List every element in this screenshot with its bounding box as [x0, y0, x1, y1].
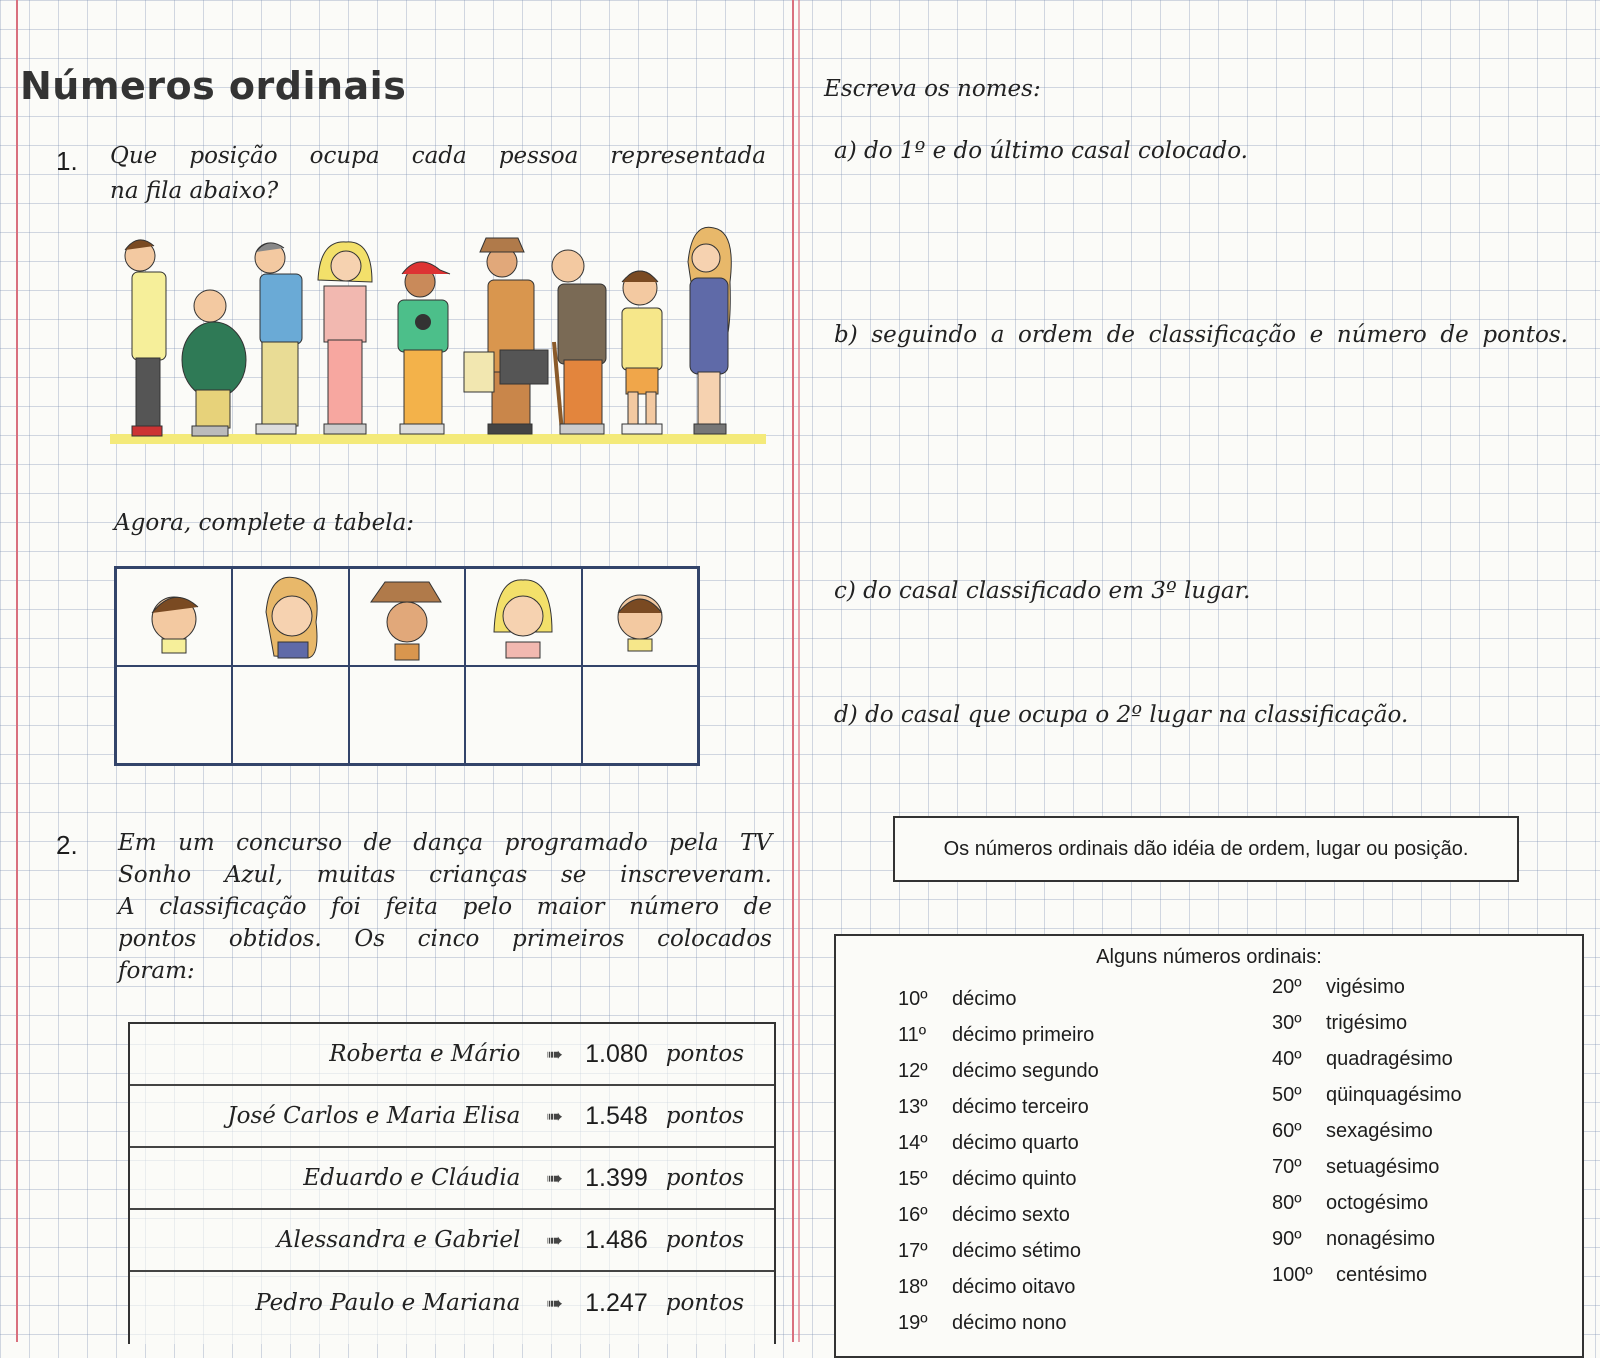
ordinal-row	[1272, 1012, 1462, 1048]
question-2-number: 2.	[56, 830, 78, 860]
ordinal-row	[898, 1240, 1099, 1276]
ordinal-number: 17º	[898, 1240, 928, 1262]
ordinal-row	[898, 1204, 1099, 1240]
answer-cell-4[interactable]	[465, 666, 581, 764]
ordinal-row	[1272, 976, 1462, 1012]
ordinal-word: vigésimo	[1326, 976, 1405, 998]
answer-cell-1[interactable]	[116, 666, 232, 764]
ordinal-row	[898, 1168, 1099, 1204]
face-young-man	[116, 568, 232, 666]
couple-names: Eduardo e Cláudia	[303, 1165, 521, 1191]
item-a: a) do 1º e do último casal colocado.	[834, 138, 1248, 164]
points-value: 1.399	[585, 1163, 648, 1192]
ordinal-number: 40º	[1272, 1048, 1302, 1070]
question-1-line-1: Que posição ocupa cada pessoa representada	[110, 143, 766, 169]
page-title: Números ordinais	[20, 64, 407, 108]
ordinal-word: décimo	[952, 988, 1017, 1010]
face-man-hat	[349, 568, 465, 666]
question-2-line-2: Sonho Azul, muitas crianças se inscreveram.	[118, 862, 772, 888]
points-unit: pontos	[665, 1227, 744, 1253]
ordinal-number: 14º	[898, 1132, 928, 1154]
ordinals-header: Alguns números ordinais:	[1096, 946, 1322, 968]
question-2-line-3: A classificação foi feita pelo maior número de	[118, 894, 772, 920]
person-5-boy-cap	[398, 262, 450, 434]
couple-names: Alessandra e Gabriel	[276, 1227, 521, 1253]
ordinal-row	[898, 1096, 1099, 1132]
arrow-icon: ➠	[546, 1291, 564, 1315]
points-unit: pontos	[665, 1290, 744, 1316]
people-in-line-image	[110, 222, 766, 450]
face-blond-girl	[465, 568, 581, 666]
points-unit: pontos	[665, 1103, 744, 1129]
answer-cell-2[interactable]	[232, 666, 348, 764]
person-7-old-man-cane	[552, 250, 606, 434]
ordinal-word: setuagésimo	[1326, 1156, 1440, 1178]
names-instruction: Escreva os nomes:	[824, 76, 1041, 102]
ordinal-number: 80º	[1272, 1192, 1302, 1214]
couple-names: José Carlos e Maria Elisa	[227, 1103, 521, 1129]
ordinal-word: décimo quinto	[952, 1168, 1077, 1190]
ordinal-row	[1272, 1084, 1462, 1120]
ordinal-number: 10º	[898, 988, 928, 1010]
ordinal-word: décimo sexto	[952, 1204, 1070, 1226]
ordinal-word: décimo quarto	[952, 1132, 1079, 1154]
points-value: 1.080	[585, 1039, 648, 1068]
ordinal-word: centésimo	[1336, 1264, 1428, 1286]
question-1-line-2: na fila abaixo?	[110, 178, 279, 204]
question-2-line-1: Em um concurso de dança programado pela TV	[118, 830, 772, 856]
ordinal-word: décimo sétimo	[952, 1240, 1081, 1262]
definition-box: Os números ordinais dão idéia de ordem, lugar ou posição.	[893, 816, 1519, 882]
ordinal-word: sexagésimo	[1326, 1120, 1433, 1142]
score-row	[130, 1024, 774, 1086]
ordinal-number: 16º	[898, 1204, 928, 1226]
arrow-icon: ➠	[546, 1228, 564, 1252]
ordinals-column-1	[898, 988, 1099, 1348]
ordinal-row	[1272, 1192, 1462, 1228]
ordinal-word: décimo segundo	[952, 1060, 1099, 1082]
queue-illustration	[110, 222, 766, 450]
ordinal-number: 11º	[898, 1024, 927, 1046]
ordinal-row	[1272, 1228, 1462, 1264]
ordinal-row	[1272, 1264, 1462, 1300]
ordinal-number: 30º	[1272, 1012, 1302, 1034]
ordinals-box	[834, 934, 1584, 1358]
ordinal-number: 12º	[898, 1060, 928, 1082]
person-8-boy-shorts	[622, 271, 662, 434]
face-woman	[232, 568, 348, 666]
ordinal-word: décimo oitavo	[952, 1276, 1076, 1298]
ordinal-row	[1272, 1156, 1462, 1192]
points-unit: pontos	[665, 1165, 744, 1191]
ordinal-number: 90º	[1272, 1228, 1302, 1250]
position-table	[114, 566, 700, 766]
person-6-man-hat	[464, 238, 548, 434]
answer-cell-5[interactable]	[582, 666, 698, 764]
ordinal-number: 15º	[898, 1168, 928, 1190]
ordinal-number: 50º	[1272, 1084, 1302, 1106]
item-d: d) do casal que ocupa o 2º lugar na classificação.	[834, 702, 1409, 728]
question-2-line-5: foram:	[118, 958, 195, 984]
ordinal-word: décimo primeiro	[952, 1024, 1095, 1046]
person-3-man-glasses	[255, 243, 302, 434]
ordinal-number: 70º	[1272, 1156, 1302, 1178]
question-1-number: 1.	[56, 146, 78, 176]
ordinal-row	[898, 1276, 1099, 1312]
scores-box	[128, 1022, 776, 1344]
arrow-icon: ➠	[546, 1104, 564, 1128]
person-9-woman	[688, 227, 731, 434]
ordinal-row	[898, 1312, 1099, 1348]
ordinal-number: 18º	[898, 1276, 928, 1298]
ordinal-number: 100º	[1272, 1264, 1313, 1286]
ordinal-number: 60º	[1272, 1120, 1302, 1142]
person-2-heavy-man	[182, 290, 246, 436]
arrow-icon: ➠	[546, 1042, 564, 1066]
ordinal-word: quadragésimo	[1326, 1048, 1453, 1070]
ordinals-column-2	[1272, 976, 1462, 1300]
score-row	[130, 1210, 774, 1272]
couple-names: Roberta e Mário	[329, 1041, 521, 1067]
ordinal-word: décimo nono	[952, 1312, 1067, 1334]
face-boy	[582, 568, 698, 666]
right-margin-line	[798, 0, 800, 1342]
person-4-blond-girl	[318, 242, 372, 434]
item-b: b) seguindo a ordem de classificação e número de pontos.	[834, 322, 1568, 348]
ordinal-number: 13º	[898, 1096, 928, 1118]
arrow-icon: ➠	[546, 1166, 564, 1190]
points-unit: pontos	[665, 1041, 744, 1067]
score-row	[130, 1272, 774, 1334]
person-1-young-man	[125, 240, 166, 436]
ordinal-row	[898, 988, 1099, 1024]
ordinal-row	[898, 1024, 1099, 1060]
ordinal-row	[1272, 1120, 1462, 1156]
ordinal-word: octogésimo	[1326, 1192, 1429, 1214]
answer-cell-3[interactable]	[349, 666, 465, 764]
ordinal-row	[898, 1060, 1099, 1096]
page-fold-line	[792, 0, 794, 1342]
ordinal-number: 20º	[1272, 976, 1302, 998]
points-value: 1.548	[585, 1101, 648, 1130]
points-value: 1.486	[585, 1225, 648, 1254]
score-row	[130, 1148, 774, 1210]
couple-names: Pedro Paulo e Mariana	[255, 1290, 521, 1316]
left-margin-line	[16, 0, 18, 1342]
complete-table-instruction: Agora, complete a tabela:	[114, 510, 415, 536]
ordinal-number: 19º	[898, 1312, 928, 1334]
points-value: 1.247	[585, 1288, 648, 1317]
ordinal-word: qüinquagésimo	[1326, 1084, 1462, 1106]
item-c: c) do casal classificado em 3º lugar.	[834, 578, 1251, 604]
ordinal-word: nonagésimo	[1326, 1228, 1435, 1250]
question-2-line-4: pontos obtidos. Os cinco primeiros colocados	[118, 926, 772, 952]
ordinal-word: décimo terceiro	[952, 1096, 1089, 1118]
ordinal-row	[898, 1132, 1099, 1168]
ordinal-row	[1272, 1048, 1462, 1084]
ordinal-word: trigésimo	[1326, 1012, 1408, 1034]
score-row	[130, 1086, 774, 1148]
